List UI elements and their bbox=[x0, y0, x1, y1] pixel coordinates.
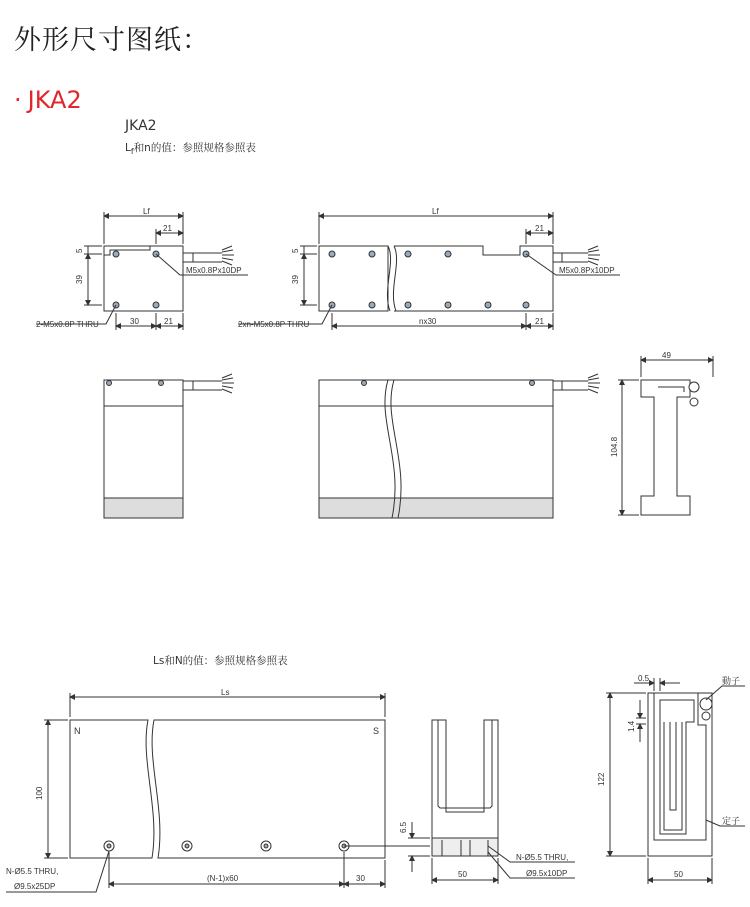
stator-dim-50: 50 bbox=[458, 870, 467, 879]
long-mover-hole bbox=[523, 302, 529, 308]
ls-note: Ls和N的值：参照规格参照表 bbox=[153, 655, 288, 667]
long-dim-nx30: nx30 bbox=[419, 317, 437, 326]
model-heading-text: JKA2 bbox=[27, 86, 82, 114]
end-dim-49: 49 bbox=[662, 351, 671, 360]
assembly-dim-50: 50 bbox=[674, 870, 683, 879]
stator-dim-30: 30 bbox=[356, 874, 365, 883]
short-thru-label: 2-M5x0.8P THRU bbox=[36, 320, 99, 329]
short-lf-label: Lf bbox=[143, 207, 150, 216]
stator-dim-n1x60: (N-1)x60 bbox=[207, 874, 239, 883]
assembly-dim-1-4: 1.4 bbox=[627, 720, 636, 732]
assembly-dim-122: 122 bbox=[597, 772, 606, 786]
assembly-dim-0-5: 0.5 bbox=[638, 674, 650, 683]
long-dim-21-top: 21 bbox=[535, 224, 544, 233]
short-dim-21-top: 21 bbox=[163, 224, 172, 233]
lf-note-sub: f bbox=[130, 147, 134, 157]
sub-model-label: JKA2 bbox=[125, 118, 157, 134]
stator-side-hole-thru: N-Ø5.5 THRU, bbox=[516, 853, 569, 862]
short-mover-cable-wires bbox=[222, 246, 234, 265]
short-dim-39: 39 bbox=[75, 275, 84, 284]
stator-hole-cbore: Ø9.5x25DP bbox=[14, 882, 56, 891]
long-lf-label: Lf bbox=[432, 207, 439, 216]
stator-pole-s: S bbox=[373, 726, 380, 736]
short-mover-hole bbox=[113, 251, 119, 257]
short-tap-label: M5x0.8Px10DP bbox=[186, 266, 242, 275]
long-mover-cable bbox=[553, 253, 588, 262]
short-dim-5: 5 bbox=[75, 248, 84, 253]
long-thru-label: 2xn-M5x0.8P THRU bbox=[238, 320, 310, 329]
lf-note-prefix: L bbox=[125, 142, 131, 154]
long-mover-hole bbox=[485, 302, 491, 308]
assembly-end-view bbox=[606, 678, 745, 884]
label-stator: 定子 bbox=[722, 816, 741, 826]
short-mover-cable bbox=[183, 253, 222, 262]
lf-note-rest: 和n的值：参照规格参照表 bbox=[133, 142, 256, 154]
stator-dim-6-5: 6.5 bbox=[399, 821, 408, 833]
short-mover-side-view bbox=[104, 374, 234, 518]
long-mover-side-view bbox=[319, 374, 600, 518]
stator-dim-100: 100 bbox=[35, 786, 44, 800]
long-mover-hole bbox=[329, 251, 335, 257]
short-dim-21-bottom: 21 bbox=[164, 317, 173, 326]
stator-side-hole-cbore: Ø9.5x10DP bbox=[526, 869, 568, 878]
end-dim-104-8: 104.8 bbox=[610, 436, 619, 457]
long-mover-hole bbox=[405, 302, 411, 308]
long-mover-hole bbox=[445, 302, 451, 308]
long-mover-hole bbox=[445, 251, 451, 257]
stator-ls-label: Ls bbox=[221, 688, 230, 697]
long-mover-hole bbox=[369, 302, 375, 308]
stator-pole-n: N bbox=[74, 726, 81, 736]
long-mover-cable-wires bbox=[588, 246, 600, 265]
long-dim-5: 5 bbox=[291, 248, 300, 253]
short-mover-hole bbox=[153, 302, 159, 308]
long-tap-label: M5x0.8Px10DP bbox=[559, 266, 615, 275]
stator-hole-thru: N-Ø5.5 THRU, bbox=[6, 867, 59, 876]
short-dim-30: 30 bbox=[130, 317, 139, 326]
page-title: 外形尺寸图纸： bbox=[14, 25, 210, 56]
mover-end-view bbox=[618, 356, 713, 515]
stator-front-view bbox=[6, 693, 430, 892]
model-bullet: · bbox=[14, 86, 22, 114]
long-dim-39: 39 bbox=[291, 275, 300, 284]
long-mover-hole bbox=[369, 251, 375, 257]
label-mover: 動子 bbox=[722, 676, 741, 686]
long-mover-hole bbox=[405, 251, 411, 257]
long-dim-21-bottom: 21 bbox=[535, 317, 544, 326]
